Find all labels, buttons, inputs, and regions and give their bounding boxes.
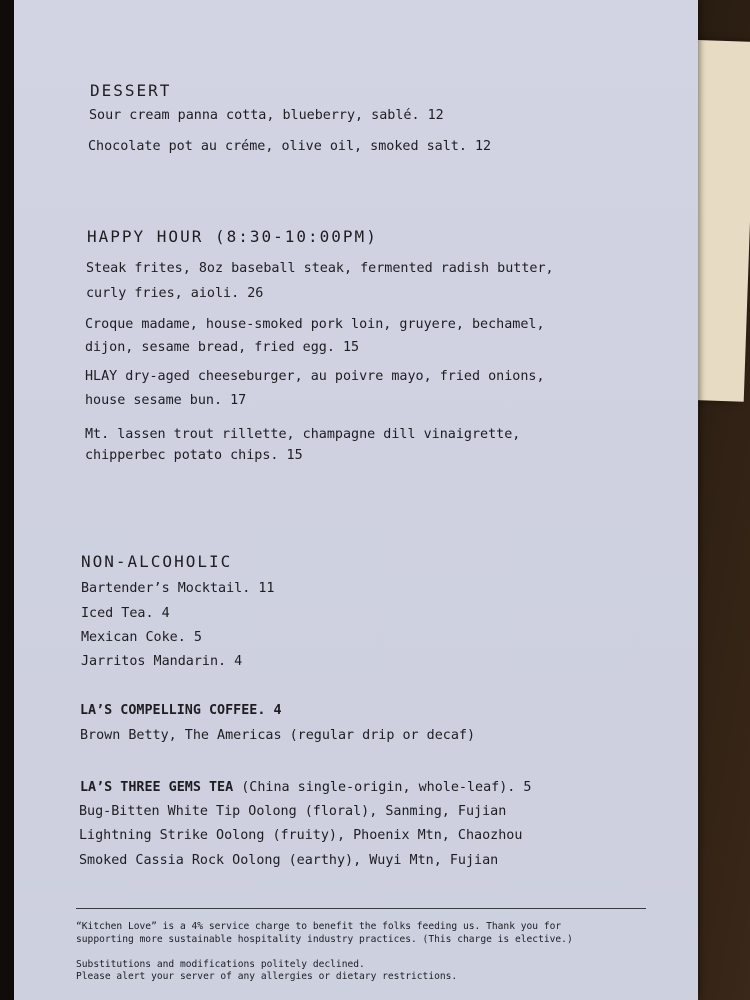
- footer-divider: [76, 908, 646, 909]
- menu-sheet: [14, 0, 698, 1000]
- dessert-item: Chocolate pot au créme, olive oil, smoked salt. 12: [88, 139, 492, 154]
- tea-item: Bug-Bitten White Tip Oolong (floral), Sanming, Fujian: [79, 804, 507, 819]
- coffee-title: LA’S COMPELLING COFFEE. 4: [80, 703, 282, 718]
- happy-hour-item: Steak frites, 8oz baseball steak, fermented radish butter,: [86, 261, 554, 276]
- tea-title-name: LA’S THREE GEMS TEA: [80, 780, 234, 795]
- happy-hour-item: house sesame bun. 17: [85, 393, 247, 408]
- coffee-item: Brown Betty, The Americas (regular drip or decaf): [80, 728, 476, 743]
- tea-item: Lightning Strike Oolong (fruity), Phoenix Mtn, Chaozhou: [79, 828, 523, 843]
- happy-hour-item: curly fries, aioli. 26: [86, 286, 264, 301]
- tea-title-note: (China single-origin, whole-leaf). 5: [233, 780, 532, 795]
- non-alcoholic-item: Bartender’s Mocktail. 11: [81, 581, 275, 596]
- tea-title: [80, 775, 531, 800]
- non-alcoholic-title: NON-ALCOHOLIC: [81, 552, 233, 571]
- happy-hour-item: Croque madame, house-smoked pork loin, gruyere, bechamel,: [85, 317, 545, 332]
- tea-item: Smoked Cassia Rock Oolong (earthy), Wuyi Mtn, Fujian: [79, 853, 499, 868]
- non-alcoholic-item: Iced Tea. 4: [81, 606, 170, 621]
- happy-hour-item: chipperbec potato chips. 15: [85, 448, 303, 463]
- dessert-item: Sour cream panna cotta, blueberry, sablé. 12: [89, 108, 444, 123]
- non-alcoholic-item: Mexican Coke. 5: [81, 630, 202, 645]
- kitchen-love-note: “Kitchen Love” is a 4% service charge to benefit the folks feeding us. Thank you for: [76, 921, 562, 932]
- happy-hour-item: HLAY dry-aged cheeseburger, au poivre mayo, fried onions,: [85, 369, 545, 384]
- kitchen-love-note: supporting more sustainable hospitality industry practices. (This charge is elective.): [76, 934, 573, 945]
- non-alcoholic-item: Jarritos Mandarin. 4: [81, 654, 243, 669]
- policy-note: Substitutions and modifications politely declined.: [76, 959, 365, 970]
- happy-hour-title: HAPPY HOUR (8:30-10:00PM): [87, 227, 378, 246]
- happy-hour-item: dijon, sesame bread, fried egg. 15: [85, 340, 360, 355]
- menu-content: [14, 0, 698, 1000]
- dessert-title: DESSERT: [90, 81, 172, 100]
- happy-hour-item: Mt. lassen trout rillette, champagne dill vinaigrette,: [85, 427, 521, 442]
- policy-note: Please alert your server of any allergies or dietary restrictions.: [76, 971, 458, 982]
